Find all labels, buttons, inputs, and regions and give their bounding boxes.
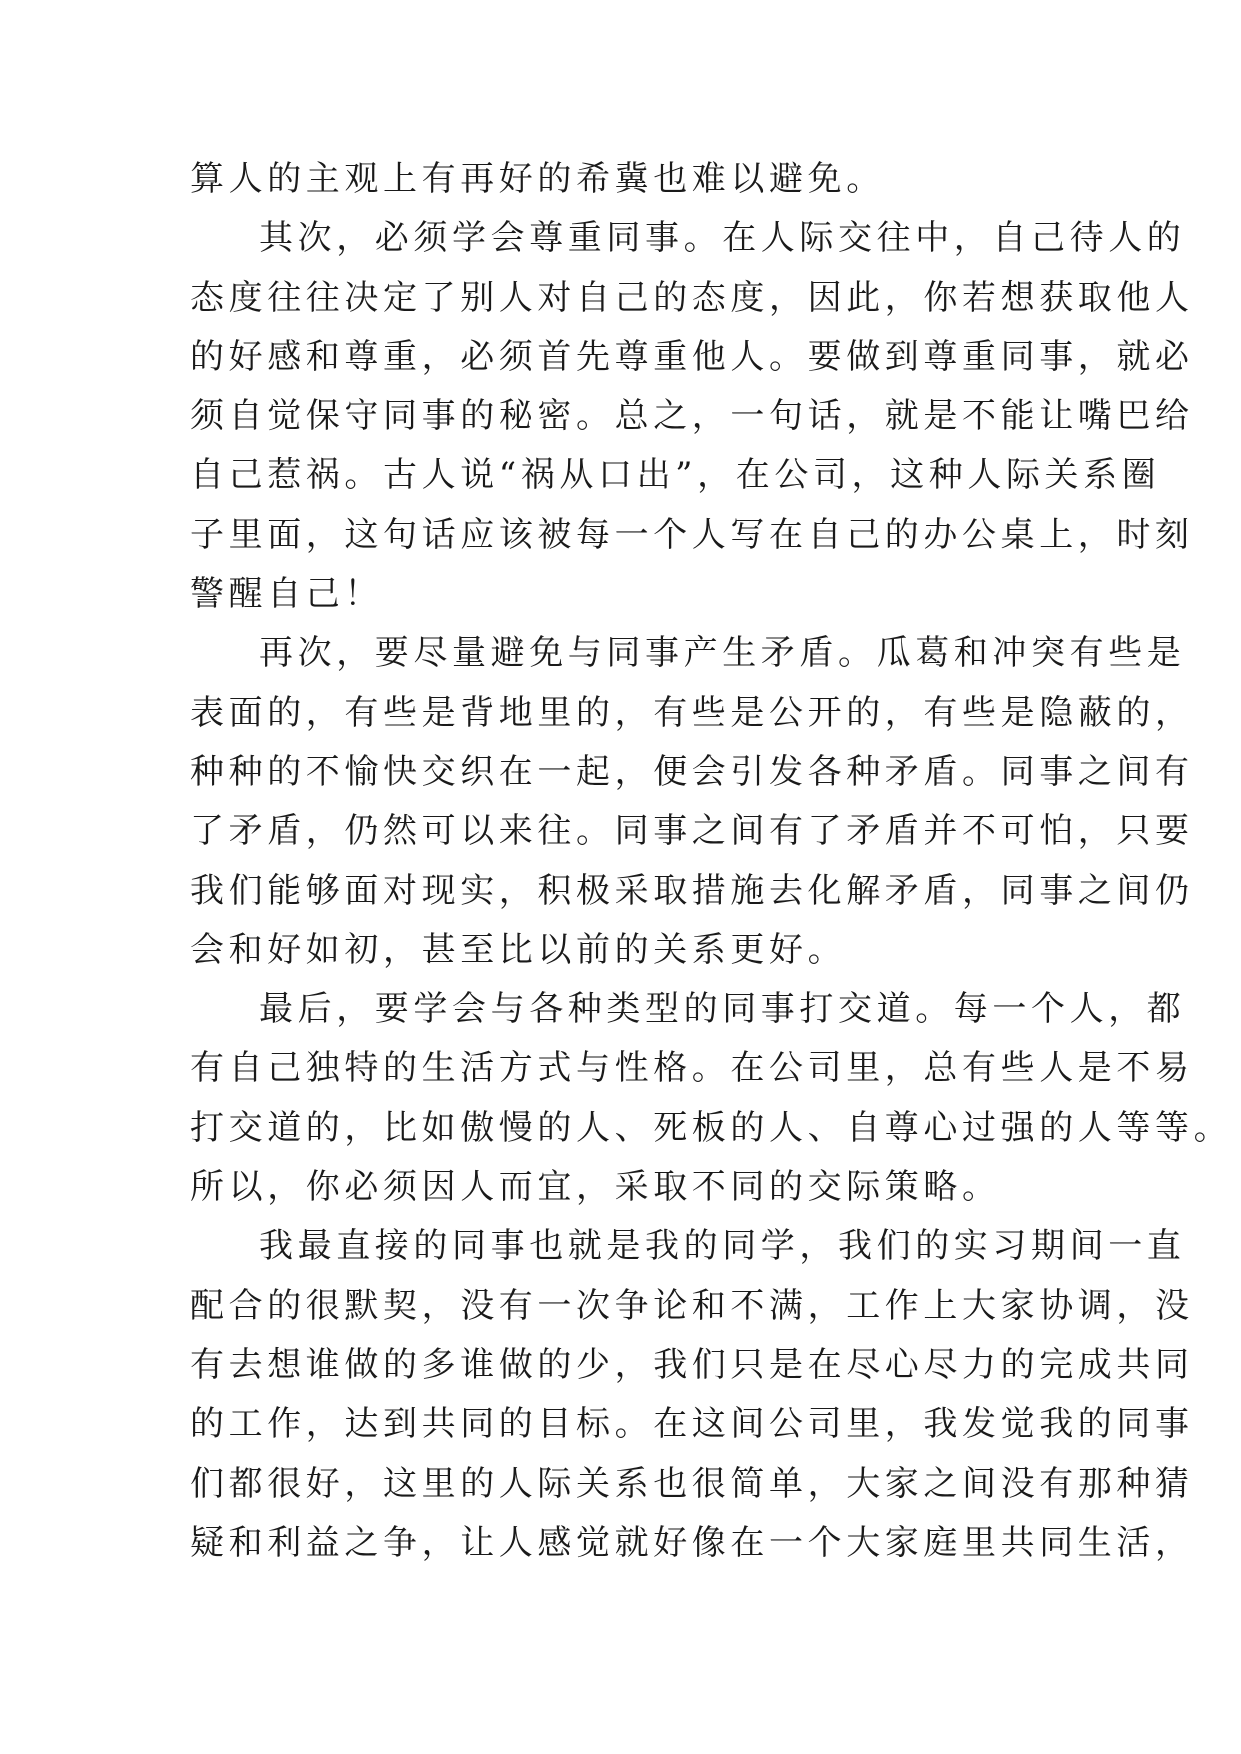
text-line: 所以，你必须因人而宜，采取不同的交际策略。	[190, 1167, 1001, 1208]
text-line: 算人的主观上有再好的希冀也难以避免。	[190, 159, 885, 199]
text-line: 须自觉保守同事的秘密。总之，一句话，就是不能让嘴巴给	[190, 396, 1194, 437]
paragraph-start-line: 我最直接的同事也就是我的同学，我们的实习期间一直	[259, 1226, 1186, 1267]
text-line: 态度往往决定了别人对自己的态度，因此，你若想获取他人	[190, 277, 1194, 318]
text-line: 有自己独特的生活方式与性格。在公司里，总有些人是不易	[190, 1048, 1194, 1089]
text-line: 子里面，这句话应该被每一个人写在自己的办公桌上，时刻	[190, 514, 1194, 555]
text-line: 配合的很默契，没有一次争论和不满，工作上大家协调，没	[190, 1285, 1194, 1326]
paragraph-start-line: 再次，要尽量避免与同事产生矛盾。瓜葛和冲突有些是	[259, 633, 1186, 674]
text-line: 表面的，有些是背地里的，有些是公开的，有些是隐蔽的，	[190, 692, 1194, 733]
text-line: 的好感和尊重，必须首先尊重他人。要做到尊重同事，就必	[190, 336, 1194, 377]
text-line: 打交道的，比如傲慢的人、死板的人、自尊心过强的人等等。	[190, 1107, 1233, 1148]
text-line: 自己惹祸。古人说“祸从口出”，在公司，这种人际关系圈	[190, 455, 1161, 496]
text-line: 们都很好，这里的人际关系也很简单，大家之间没有那种猜	[190, 1463, 1194, 1504]
paragraph-start-line: 最后，要学会与各种类型的同事打交道。每一个人，都	[259, 989, 1186, 1030]
body-text	[190, 150, 1233, 1573]
text-line: 的工作，达到共同的目标。在这间公司里，我发觉我的同事	[190, 1404, 1194, 1445]
text-line: 警醒自己！	[190, 574, 383, 615]
text-line: 有去想谁做的多谁做的少，我们只是在尽心尽力的完成共同	[190, 1344, 1194, 1385]
text-line: 我们能够面对现实，积极采取措施去化解矛盾，同事之间仍	[190, 870, 1194, 911]
text-line: 种种的不愉快交织在一起，便会引发各种矛盾。同事之间有	[190, 751, 1194, 792]
paragraph-start-line: 其次，必须学会尊重同事。在人际交往中，自己待人的	[259, 218, 1186, 259]
text-line: 了矛盾，仍然可以来往。同事之间有了矛盾并不可怕，只要	[190, 811, 1194, 852]
text-line: 会和好如初，甚至比以前的关系更好。	[190, 929, 847, 970]
text-line: 疑和利益之争，让人感觉就好像在一个大家庭里共同生活，	[190, 1522, 1194, 1563]
